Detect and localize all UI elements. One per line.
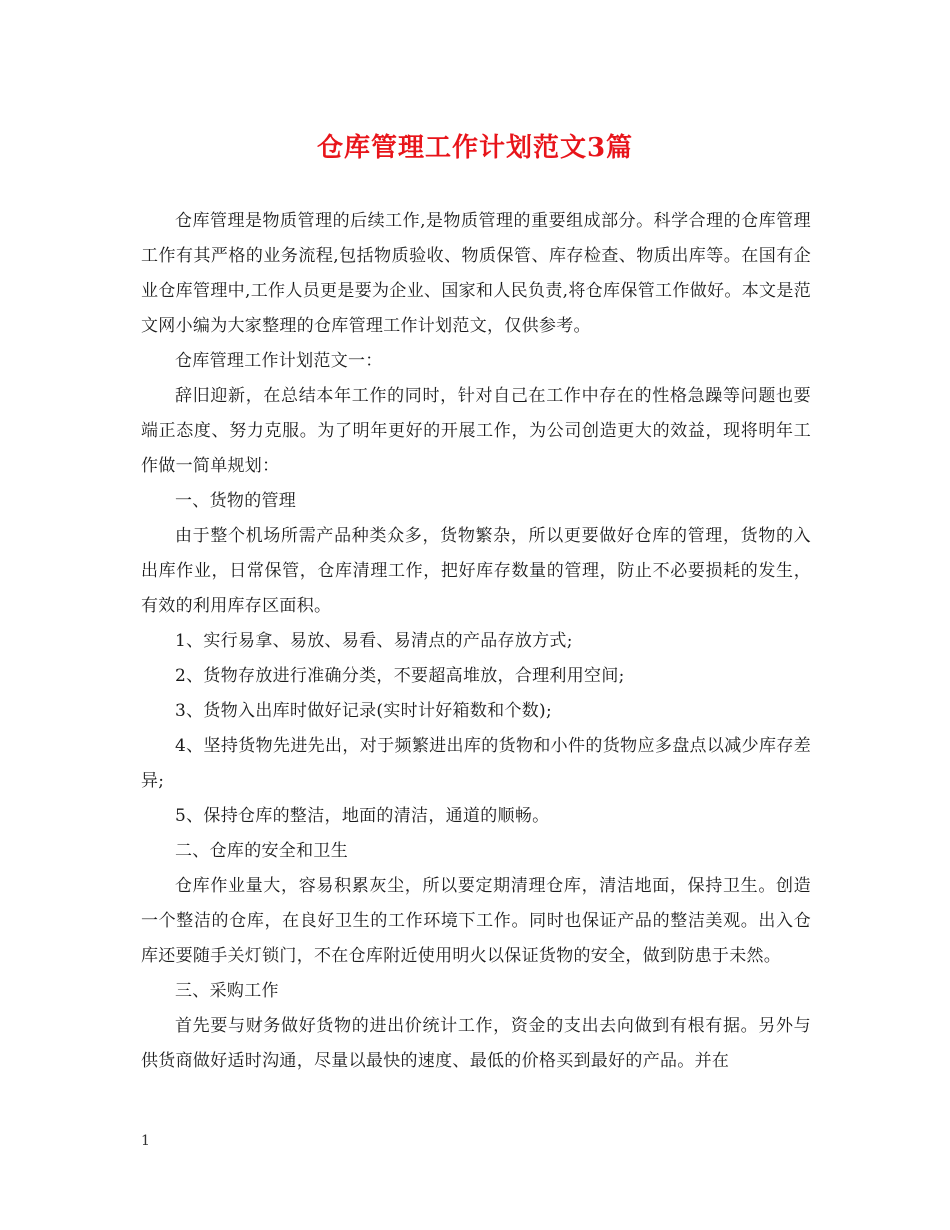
- list-item-4: 4、坚持货物先进先出，对于频繁进出库的货物和小件的货物应多盘点以减少库存差异;: [141, 736, 811, 791]
- document-title: 仓库管理工作计划范文3篇: [316, 133, 634, 163]
- section-heading-purchasing: 三、采购工作: [175, 981, 279, 1001]
- paragraph-intro: 仓库管理是物质管理的后续工作,是物质管理的重要组成部分。科学合理的仓库管理工作有其严格的业务流程,包括物质验收、物质保管、库存检查、物质出库等。在国有企业仓库管理中,工作人员更是要为企业、国家和人民负责,将仓库保管工作做好。本文是范文网小编为大家整理的仓库管理工作计划范文，仅供参考。: [141, 211, 811, 336]
- paragraph-safety: 仓库作业量大，容易积累灰尘，所以要定期清理仓库，清洁地面，保持卫生。创造一个整洁的仓库，在良好卫生的工作环境下工作。同时也保证产品的整洁美观。出入仓库还要随手关灯锁门，不在仓库附近使用明火以保证货物的安全，做到防患于未然。: [141, 876, 811, 966]
- paragraph-opening: 辞旧迎新，在总结本年工作的同时，针对自己在工作中存在的性格急躁等问题也要端正态度、努力克服。为了明年更好的开展工作，为公司创造更大的效益，现将明年工作做一简单规划：: [141, 386, 811, 476]
- list-item-1: 1、实行易拿、易放、易看、易清点的产品存放方式;: [175, 631, 573, 651]
- paragraph-goods: 由于整个机场所需产品种类众多，货物繁杂，所以更要做好仓库的管理，货物的入出库作业，日常保管，仓库清理工作，把好库存数量的管理，防止不必要损耗的发生，有效的利用库存区面积。: [141, 526, 811, 616]
- section-heading-goods: 一、货物的管理: [175, 491, 297, 511]
- list-item-5: 5、保持仓库的整洁，地面的清洁，通道的顺畅。: [175, 806, 550, 826]
- section-heading-safety: 二、仓库的安全和卫生: [175, 841, 348, 861]
- paragraph-purchasing: 首先要与财务做好货物的进出价统计工作，资金的支出去向做到有根有据。另外与供货商做好适时沟通，尽量以最快的速度、最低的价格买到最好的产品。并在: [141, 1016, 811, 1071]
- list-item-3: 3、货物入出库时做好记录(实时计好箱数和个数);: [175, 701, 553, 721]
- document-body: [141, 204, 811, 1079]
- page-number: 1: [141, 1133, 150, 1149]
- paragraph-subtitle-one: 仓库管理工作计划范文一：: [175, 351, 383, 371]
- list-item-2: 2、货物存放进行准确分类，不要超高堆放，合理利用空间;: [175, 666, 625, 686]
